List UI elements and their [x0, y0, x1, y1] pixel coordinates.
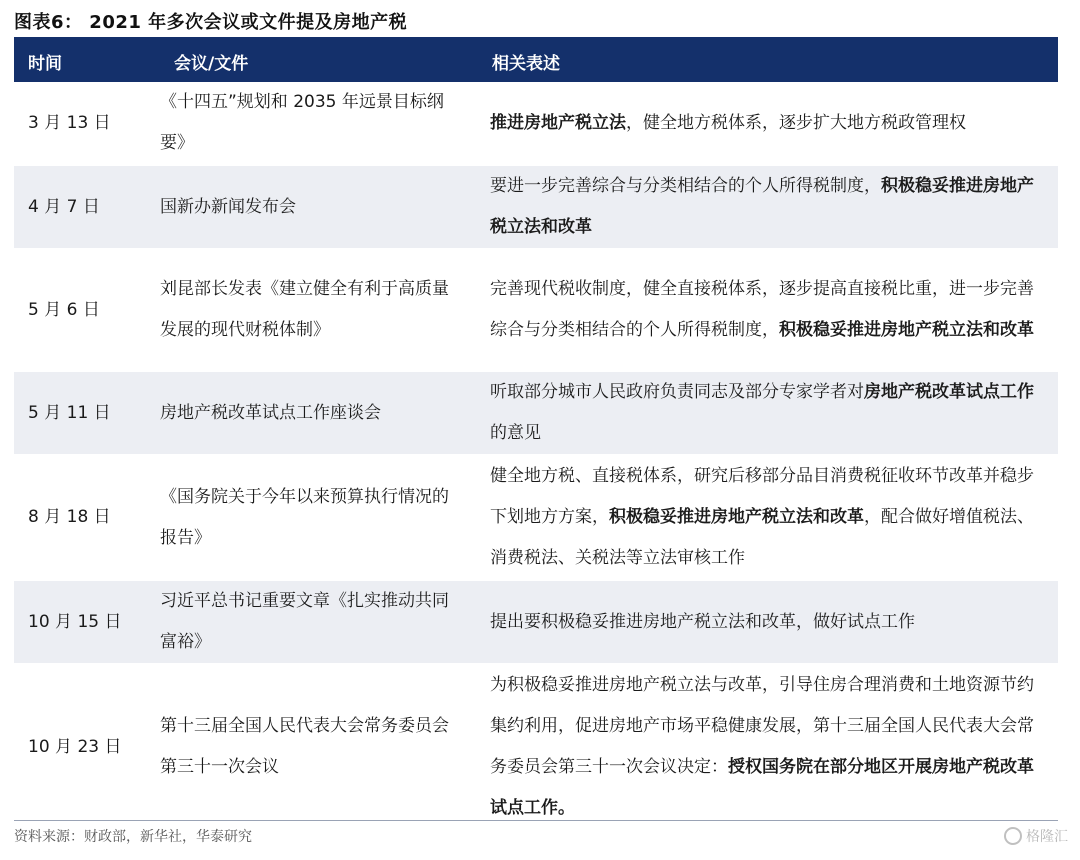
table-row: [14, 455, 1058, 580]
table-row: [14, 165, 1058, 249]
description-emphasis: 房地产税改革试点工作: [864, 382, 1034, 402]
cell-description: [478, 580, 1058, 664]
description-emphasis: 授权国务院在部分地区开展房地产税改革试点工作。: [490, 757, 1034, 818]
description-text: 完善现代税收制度，健全直接税体系，逐步提高直接税比重，进一步完善综合与分类相结合的个人所得税制度，: [490, 279, 1034, 340]
cell-time: 5 月 6 日: [14, 249, 160, 371]
table-row: [14, 664, 1058, 830]
cell-time: 4 月 7 日: [14, 165, 160, 249]
cell-document: 刘昆部长发表《建立健全有利于高质量发展的现代财税体制》: [160, 249, 478, 371]
description-text: 为积极稳妥推进房地产税立法与改革，引导住房合理消费和土地资源节约集约利用，促进房地产市场平稳健康发展，第十三届全国人民代表大会常务委员会第三十一次会议决定：: [490, 675, 1034, 777]
cell-document: 第十三届全国人民代表大会常务委员会第三十一次会议: [160, 664, 478, 830]
table-row: [14, 82, 1058, 165]
cell-document: 房地产税改革试点工作座谈会: [160, 371, 478, 455]
source-note: 资料来源：财政部，新华社，华泰研究: [14, 829, 252, 845]
description-text: 提出要积极稳妥推进房地产税立法和改革，做好试点工作: [490, 611, 915, 632]
description-emphasis: 积极稳妥推进房地产税立法和改革: [490, 176, 1034, 237]
cell-description: [478, 371, 1058, 455]
table-row: [14, 371, 1058, 455]
description-text: 的意见: [490, 423, 541, 443]
cell-description: [478, 165, 1058, 249]
cell-document: 国新办新闻发布会: [160, 165, 478, 249]
description-emphasis: 积极稳妥推进房地产税立法和改革: [609, 507, 864, 527]
cell-description: [478, 664, 1058, 830]
figure-title: 图表6： 2021 年多次会议或文件提及房地产税: [14, 12, 408, 33]
description-emphasis: 积极稳妥推进房地产税立法和改革: [779, 320, 1034, 340]
cell-description: [478, 455, 1058, 580]
cell-description: [478, 249, 1058, 371]
cell-time: 10 月 15 日: [14, 580, 160, 664]
description-text: ，配合做好增值税法、消费税法、关税法等立法审核工作: [490, 507, 1034, 568]
watermark: [1004, 826, 1068, 846]
policy-table: [14, 37, 1058, 831]
header-desc: 相关表述: [478, 39, 1058, 83]
watermark-text: 格隆汇: [1026, 829, 1068, 845]
description-text: 健全地方税、直接税体系，研究后移部分品目消费税征收环节改革并稳步下划地方方案，: [490, 466, 1034, 527]
description-text: 听取部分城市人民政府负责同志及部分专家学者对: [490, 382, 864, 402]
description-text: ，健全地方税体系，逐步扩大地方税政管理权: [626, 112, 966, 133]
cell-time: 5 月 11 日: [14, 371, 160, 455]
cell-description: [478, 82, 1058, 165]
header-doc: 会议/文件: [160, 39, 478, 83]
table-header-row: [14, 39, 1058, 83]
cell-time: 8 月 18 日: [14, 455, 160, 580]
table-row: [14, 249, 1058, 371]
description-emphasis: 推进房地产税立法: [490, 112, 626, 133]
table-row: [14, 580, 1058, 664]
description-text: 要进一步完善综合与分类相结合的个人所得税制度，: [490, 176, 881, 196]
cell-document: 《国务院关于今年以来预算执行情况的报告》: [160, 455, 478, 580]
cell-document: 习近平总书记重要文章《扎实推动共同富裕》: [160, 580, 478, 664]
footer-divider: [14, 820, 1058, 821]
cell-time: 3 月 13 日: [14, 82, 160, 165]
watermark-logo-icon: [1004, 827, 1022, 845]
header-time: 时间: [14, 39, 160, 83]
cell-document: 《十四五”规划和 2035 年远景目标纲要》: [160, 82, 478, 165]
cell-time: 10 月 23 日: [14, 664, 160, 830]
